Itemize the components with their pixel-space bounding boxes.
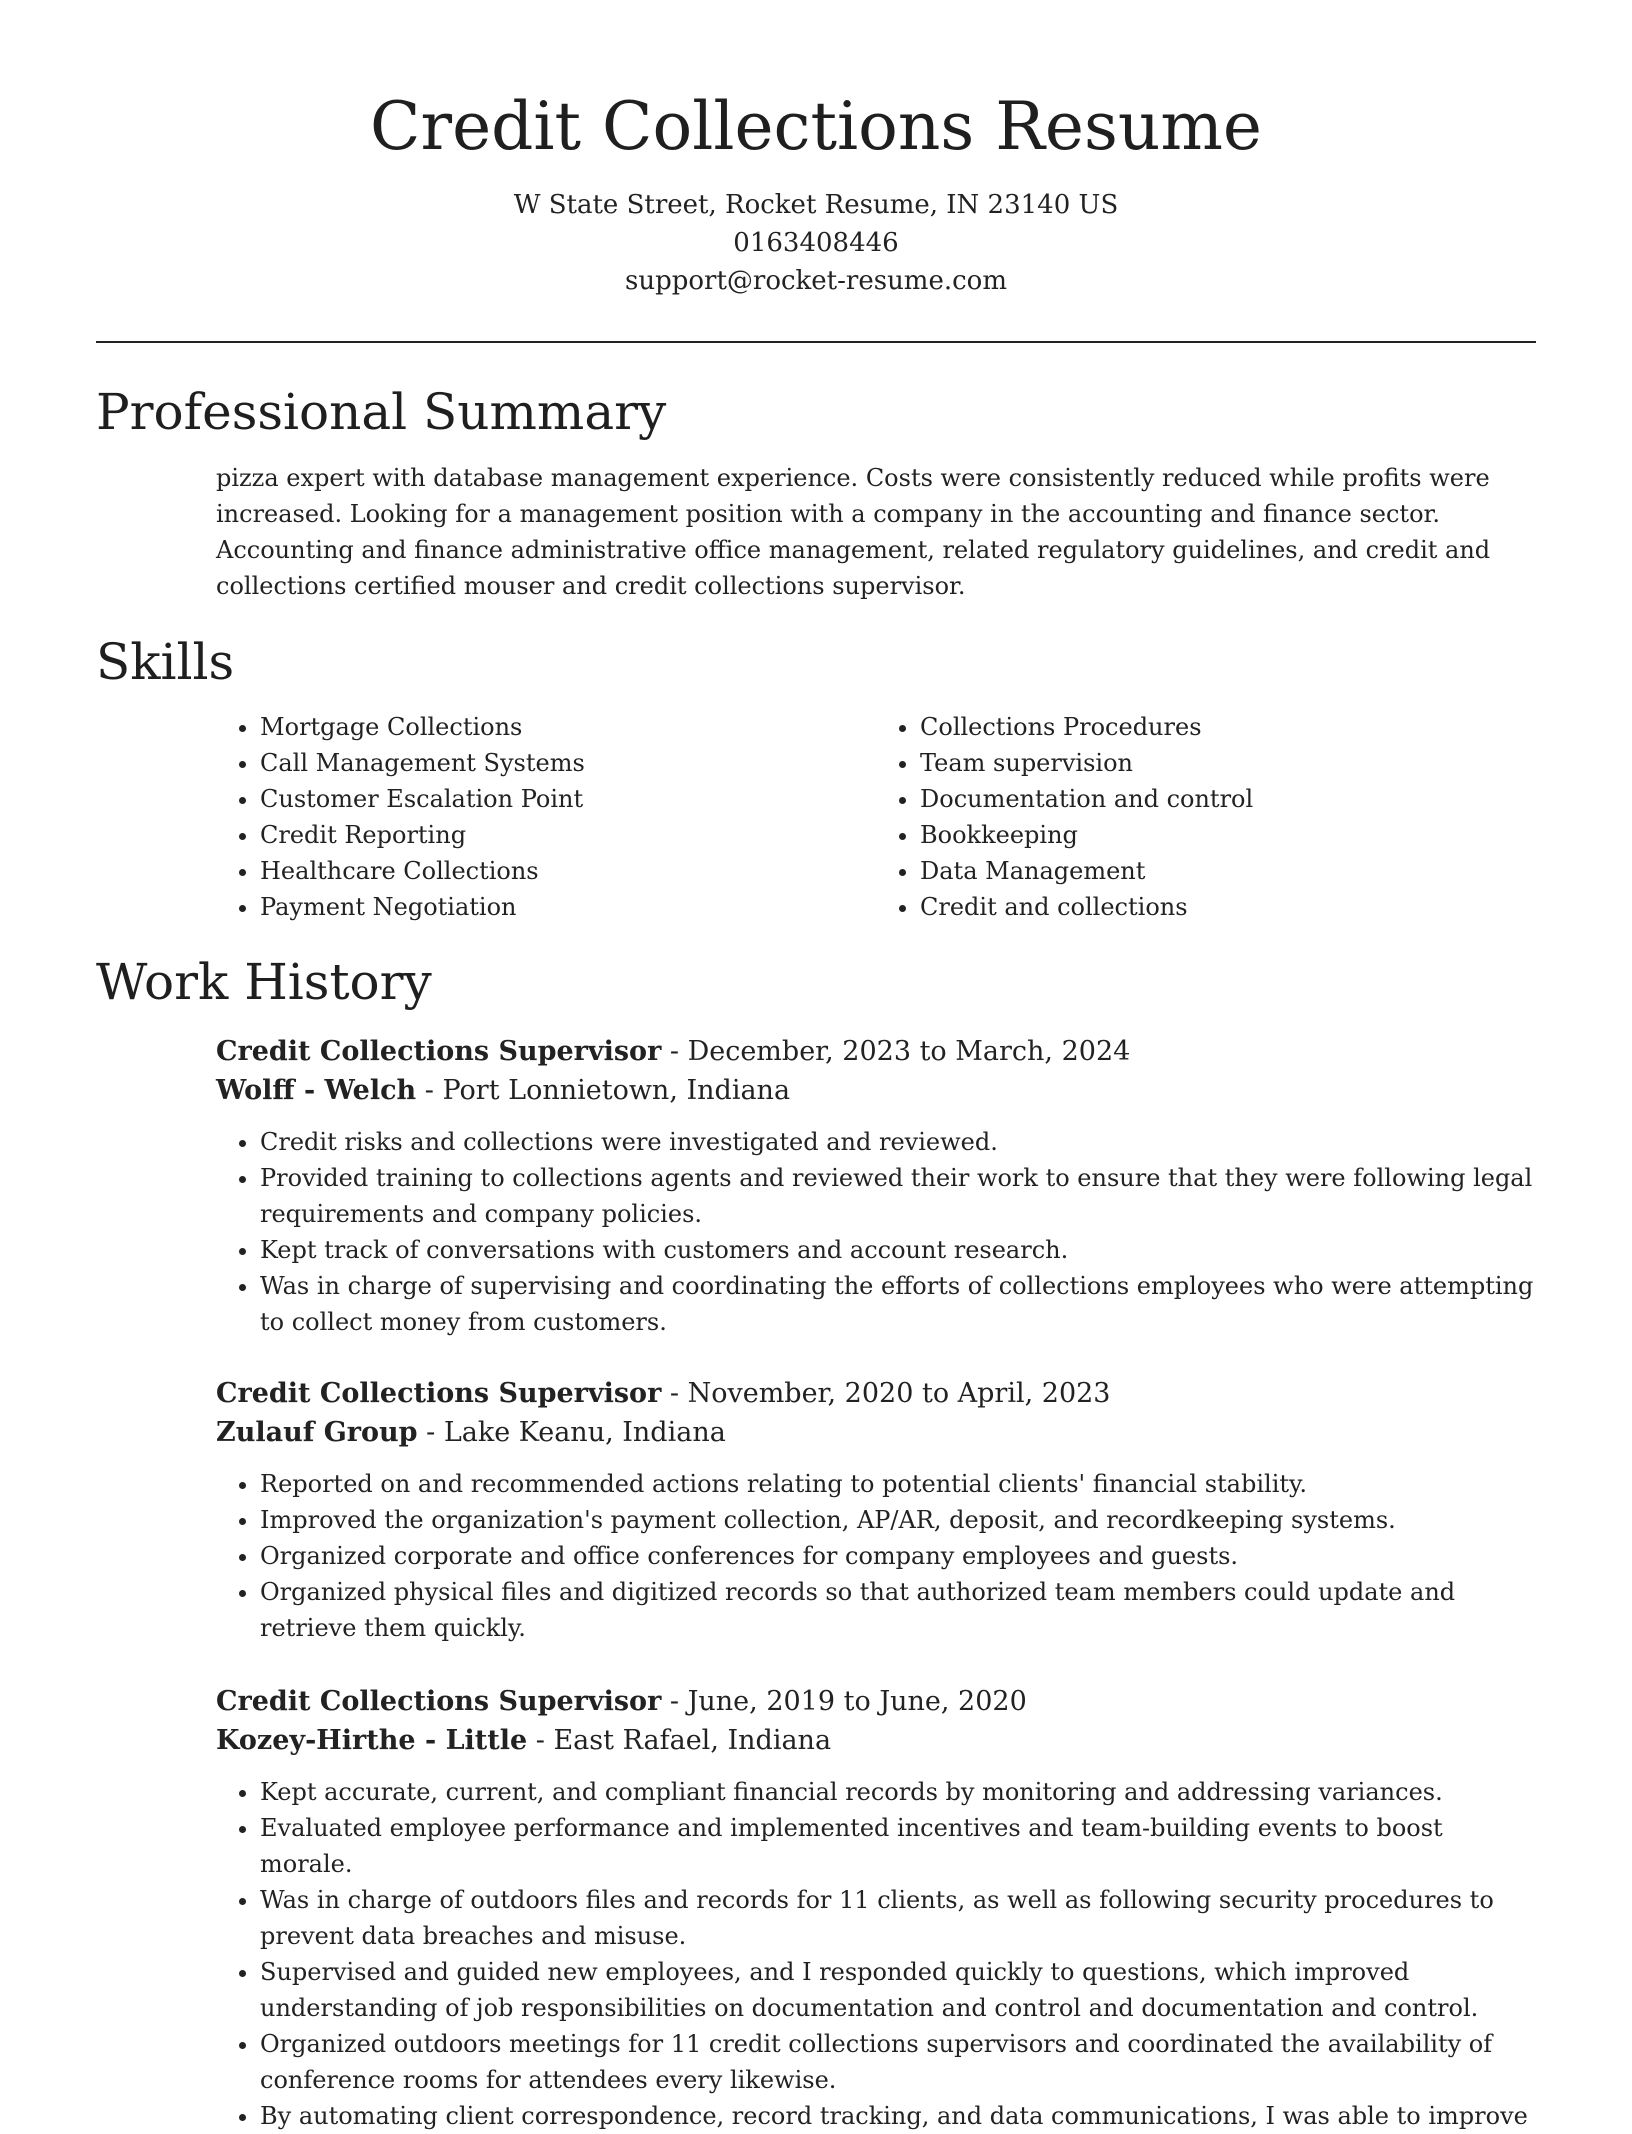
contact-address: W State Street, Rocket Resume, IN 23140 US <box>513 190 1119 220</box>
skill-item: • Customer Escalation Point <box>260 781 876 817</box>
contact-phone: 0163408446 <box>733 228 899 258</box>
summary-section <box>216 460 1536 604</box>
job-location: - Port Lonnietown, Indiana <box>416 1075 791 1106</box>
job-title-line <box>216 1682 1536 1721</box>
work-heading: Work History <box>96 953 432 1011</box>
job-bullet: • Supervised and guided new employees, and I responded quickly to questions, which improved understanding of job responsibilities on documentation and control and documentation and control. <box>260 1954 1536 2026</box>
job-dates: - November, 2020 to April, 2023 <box>661 1378 1111 1409</box>
skills-right-list <box>876 709 1536 925</box>
skill-item: • Collections Procedures <box>920 709 1536 745</box>
summary-heading: Professional Summary <box>96 383 667 441</box>
job-company-line <box>216 1413 1536 1452</box>
resume-header <box>0 82 1632 300</box>
skills-left-list <box>216 709 876 925</box>
job-bullets <box>216 1124 1536 1340</box>
job-bullet: • Organized outdoors meetings for 11 credit collections supervisors and coordinated the availability of conference rooms for attendees every likewise. <box>260 2026 1536 2098</box>
skill-item: • Credit Reporting <box>260 817 876 853</box>
job-title: Credit Collections Supervisor <box>216 1686 662 1717</box>
skill-item: • Mortgage Collections <box>260 709 876 745</box>
job-bullets <box>216 1466 1536 1646</box>
skills-section <box>216 709 1536 925</box>
job-location: - Lake Keanu, Indiana <box>417 1417 726 1448</box>
job-company-line <box>216 1721 1536 1760</box>
job-bullet: • Organized corporate and office conferences for company employees and guests. <box>260 1538 1536 1574</box>
skills-heading: Skills <box>96 633 235 691</box>
job-entry <box>216 1032 1536 1340</box>
job-company: Zulauf Group <box>216 1417 418 1448</box>
job-entry <box>216 1682 1536 2134</box>
job-company: Kozey-Hirthe - Little <box>216 1725 528 1756</box>
job-location: - East Rafael, Indiana <box>527 1725 832 1756</box>
job-dates: - June, 2019 to June, 2020 <box>661 1686 1027 1717</box>
job-company-line <box>216 1071 1536 1110</box>
resume-title: Credit Collections Resume <box>370 88 1262 165</box>
skill-item: • Credit and collections <box>920 889 1536 925</box>
job-title: Credit Collections Supervisor <box>216 1378 662 1409</box>
job-bullet: • Evaluated employee performance and implemented incentives and team-building events to boost morale. <box>260 1810 1536 1882</box>
job-bullet: • Improved the organization's payment collection, AP/AR, deposit, and recordkeeping systems. <box>260 1502 1536 1538</box>
header-divider <box>96 341 1536 343</box>
job-bullet: • Was in charge of outdoors files and records for 11 clients, as well as following security procedures to prevent data breaches and misuse. <box>260 1882 1536 1954</box>
job-bullet: • Kept accurate, current, and compliant financial records by monitoring and addressing variances. <box>260 1774 1536 1810</box>
skill-item: • Bookkeeping <box>920 817 1536 853</box>
skill-item: • Data Management <box>920 853 1536 889</box>
job-title: Credit Collections Supervisor <box>216 1036 662 1067</box>
skill-item: • Team supervision <box>920 745 1536 781</box>
contact-email: support@rocket-resume.com <box>624 266 1007 296</box>
job-company: Wolff - Welch <box>216 1075 417 1106</box>
skills-columns <box>216 709 1536 925</box>
job-bullet: • By automating client correspondence, record tracking, and data communications, I was able to improve <box>260 2098 1536 2134</box>
contact-block <box>0 186 1632 300</box>
job-bullet: • Provided training to collections agents and reviewed their work to ensure that they were following legal requirements and company policies. <box>260 1160 1536 1232</box>
skill-item: • Healthcare Collections <box>260 853 876 889</box>
job-bullet: • Reported on and recommended actions relating to potential clients' financial stability. <box>260 1466 1536 1502</box>
skill-item: • Call Management Systems <box>260 745 876 781</box>
summary-text: pizza expert with database management experience. Costs were consistently reduced while profits were increased. Looking for a management position with a company in the accounting and finance sector. Accounting and finance administrative office management, related regulatory guidelines, and credit and collections certified mouser and credit collections supervisor. <box>216 464 1491 600</box>
job-title-line <box>216 1032 1536 1071</box>
skill-item: • Payment Negotiation <box>260 889 876 925</box>
job-bullets <box>216 1774 1536 2134</box>
job-entry <box>216 1374 1536 1646</box>
skill-item: • Documentation and control <box>920 781 1536 817</box>
job-bullet: • Credit risks and collections were investigated and reviewed. <box>260 1124 1536 1160</box>
job-title-line <box>216 1374 1536 1413</box>
job-bullet: • Organized physical files and digitized records so that authorized team members could update and retrieve them quickly. <box>260 1574 1536 1646</box>
job-bullet: • Kept track of conversations with customers and account research. <box>260 1232 1536 1268</box>
job-dates: - December, 2023 to March, 2024 <box>661 1036 1131 1067</box>
job-bullet: • Was in charge of supervising and coordinating the efforts of collections employees who were attempting to collect money from customers. <box>260 1268 1536 1340</box>
